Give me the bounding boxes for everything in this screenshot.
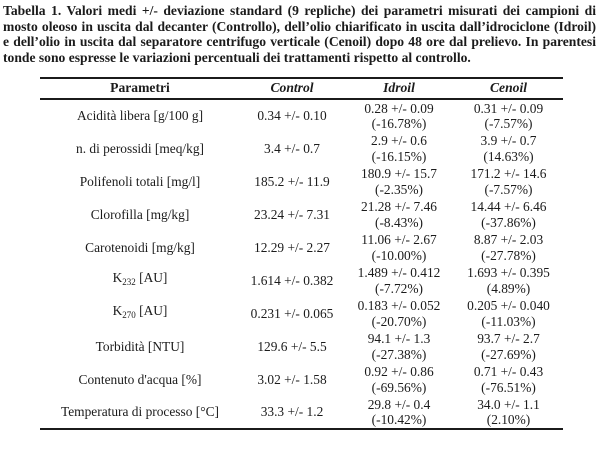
pct-variation: (-37.86%) <box>481 214 536 230</box>
pct-variation: (-11.03%) <box>481 313 536 329</box>
subscript: 232 <box>122 277 136 288</box>
table-row <box>40 99 563 132</box>
table-row <box>40 396 563 429</box>
pct-variation: (-27.38%) <box>371 346 427 362</box>
pct-variation: (-16.78%) <box>371 116 427 132</box>
table-row <box>40 264 563 297</box>
mean-sd-value: 34.0 +/- 1.1 <box>477 396 540 412</box>
idroil-value-cell <box>344 297 454 330</box>
pct-variation: (-8.43%) <box>375 214 423 230</box>
mean-sd-value: 0.183 +/- 0.052 <box>357 298 441 314</box>
pct-variation: (4.89%) <box>486 280 531 296</box>
mean-sd-value: 0.31 +/- 0.09 <box>473 100 544 116</box>
table-row <box>40 231 563 264</box>
control-value-cell: 12.29 +/- 2.27 <box>254 239 330 255</box>
control-value-cell: 129.6 +/- 5.5 <box>257 338 327 354</box>
param-cell: Polifenoli totali [mg/l] <box>79 173 201 189</box>
mean-sd-value: 21.28 +/- 7.46 <box>361 199 437 215</box>
idroil-value-cell <box>344 396 454 429</box>
results-table <box>40 77 563 430</box>
cenoil-value-cell <box>454 231 563 264</box>
mean-sd-value: 8.87 +/- 2.03 <box>473 232 544 248</box>
idroil-value-cell <box>344 165 454 198</box>
mean-sd-value: 2.9 +/- 0.6 <box>371 133 427 149</box>
idroil-value-cell <box>344 363 454 396</box>
pct-variation: (-69.56%) <box>371 379 427 395</box>
mean-sd-value: 0.92 +/- 0.86 <box>364 364 434 380</box>
param-cell: n. di perossidi [meq/kg] <box>76 140 204 156</box>
table-row <box>40 198 563 231</box>
header-idroil: Idroil <box>344 78 454 99</box>
table-body <box>40 99 563 429</box>
mean-sd-value: 29.8 +/- 0.4 <box>367 396 431 412</box>
control-value-cell: 33.3 +/- 1.2 <box>260 404 324 420</box>
param-cell: Contenuto d'acqua [%] <box>78 371 202 387</box>
pct-variation: (-20.70%) <box>371 313 427 329</box>
pct-variation: (-7.57%) <box>484 181 533 197</box>
pct-variation: (-10.00%) <box>371 247 427 263</box>
idroil-value-cell <box>344 231 454 264</box>
header-cenoil: Cenoil <box>454 78 563 99</box>
idroil-value-cell <box>344 330 454 363</box>
mean-sd-value: 1.489 +/- 0.412 <box>357 265 441 281</box>
control-value-cell: 0.231 +/- 0.065 <box>250 305 334 321</box>
pct-variation: (-7.72%) <box>375 280 423 296</box>
param-cell: Torbidità [NTU] <box>95 338 185 354</box>
mean-sd-value: 14.44 +/- 6.46 <box>470 199 547 215</box>
subscript: 270 <box>122 310 136 321</box>
control-value-cell: 0.34 +/- 0.10 <box>257 108 327 124</box>
param-cell: Temperatura di processo [°C] <box>61 404 219 420</box>
mean-sd-value: 1.693 +/- 0.395 <box>467 265 550 281</box>
idroil-value-cell <box>344 198 454 231</box>
control-value-cell: 185.2 +/- 11.9 <box>254 173 330 189</box>
pct-variation: (-7.57%) <box>484 116 533 132</box>
control-value-cell: 1.614 +/- 0.382 <box>250 272 334 288</box>
table-header <box>40 78 563 99</box>
header-control: Control <box>240 78 344 99</box>
mean-sd-value: 3.9 +/- 0.7 <box>480 133 537 149</box>
table-row <box>40 132 563 165</box>
mean-sd-value: 0.71 +/- 0.43 <box>473 364 544 380</box>
control-value-cell: 3.4 +/- 0.7 <box>264 140 320 156</box>
mean-sd-value: 0.205 +/- 0.040 <box>467 298 550 314</box>
table-row <box>40 363 563 396</box>
table-row <box>40 330 563 363</box>
control-value-cell: 3.02 +/- 1.58 <box>257 371 327 387</box>
cenoil-value-cell <box>454 297 563 330</box>
pct-variation: (14.63%) <box>483 148 534 164</box>
cenoil-value-cell <box>454 264 563 297</box>
cenoil-value-cell <box>454 198 563 231</box>
cenoil-value-cell <box>454 330 563 363</box>
idroil-value-cell <box>344 264 454 297</box>
mean-sd-value: 94.1 +/- 1.3 <box>367 331 431 347</box>
pct-variation: (-27.78%) <box>481 247 536 263</box>
idroil-value-cell <box>344 99 454 132</box>
cenoil-value-cell <box>454 363 563 396</box>
pct-variation: (-10.42%) <box>371 412 427 428</box>
cenoil-value-cell <box>454 396 563 429</box>
pct-variation: (-27.69%) <box>481 346 536 362</box>
mean-sd-value: 180.9 +/- 15.7 <box>361 166 437 182</box>
header-row <box>40 78 563 99</box>
cenoil-value-cell <box>454 99 563 132</box>
cenoil-value-cell <box>454 165 563 198</box>
param-cell: $K_{270}$ [AU] <box>112 303 168 321</box>
table-row <box>40 165 563 198</box>
param-cell: Acidità libera [g/100 g] <box>76 108 204 124</box>
table-row <box>40 297 563 330</box>
pct-variation: (2.10%) <box>486 412 531 428</box>
cenoil-value-cell <box>454 132 563 165</box>
header-parametri: Parametri <box>40 78 240 99</box>
param-cell: $K_{232}$ [AU] <box>112 270 168 288</box>
table-caption: Tabella 1. Valori medi +/- deviazione standard (9 repliche) dei parametri misurati dei campioni di mosto oleoso in uscita dal decanter (Controllo), dell’olio chiarificato in uscita dall’idrociclone (Idroil) e dell’olio in uscita dal separatore centrifugo verticale (Cenoil) dopo 48 ore dal prelievo. In parentesi tonde sono espresse le variazioni percentuali dei trattamenti rispetto al controllo. <box>3 3 596 65</box>
param-cell: Carotenoidi [mg/kg] <box>85 239 195 255</box>
mean-sd-value: 11.06 +/- 2.67 <box>361 232 437 248</box>
control-value-cell: 23.24 +/- 7.31 <box>254 206 330 222</box>
idroil-value-cell <box>344 132 454 165</box>
pct-variation: (-16.15%) <box>371 148 427 164</box>
pct-variation: (-76.51%) <box>481 379 536 395</box>
mean-sd-value: 171.2 +/- 14.6 <box>470 166 547 182</box>
mean-sd-value: 0.28 +/- 0.09 <box>364 100 434 116</box>
mean-sd-value: 93.7 +/- 2.7 <box>477 331 540 347</box>
param-cell: Clorofilla [mg/kg] <box>90 206 190 222</box>
pct-variation: (-2.35%) <box>375 181 423 197</box>
